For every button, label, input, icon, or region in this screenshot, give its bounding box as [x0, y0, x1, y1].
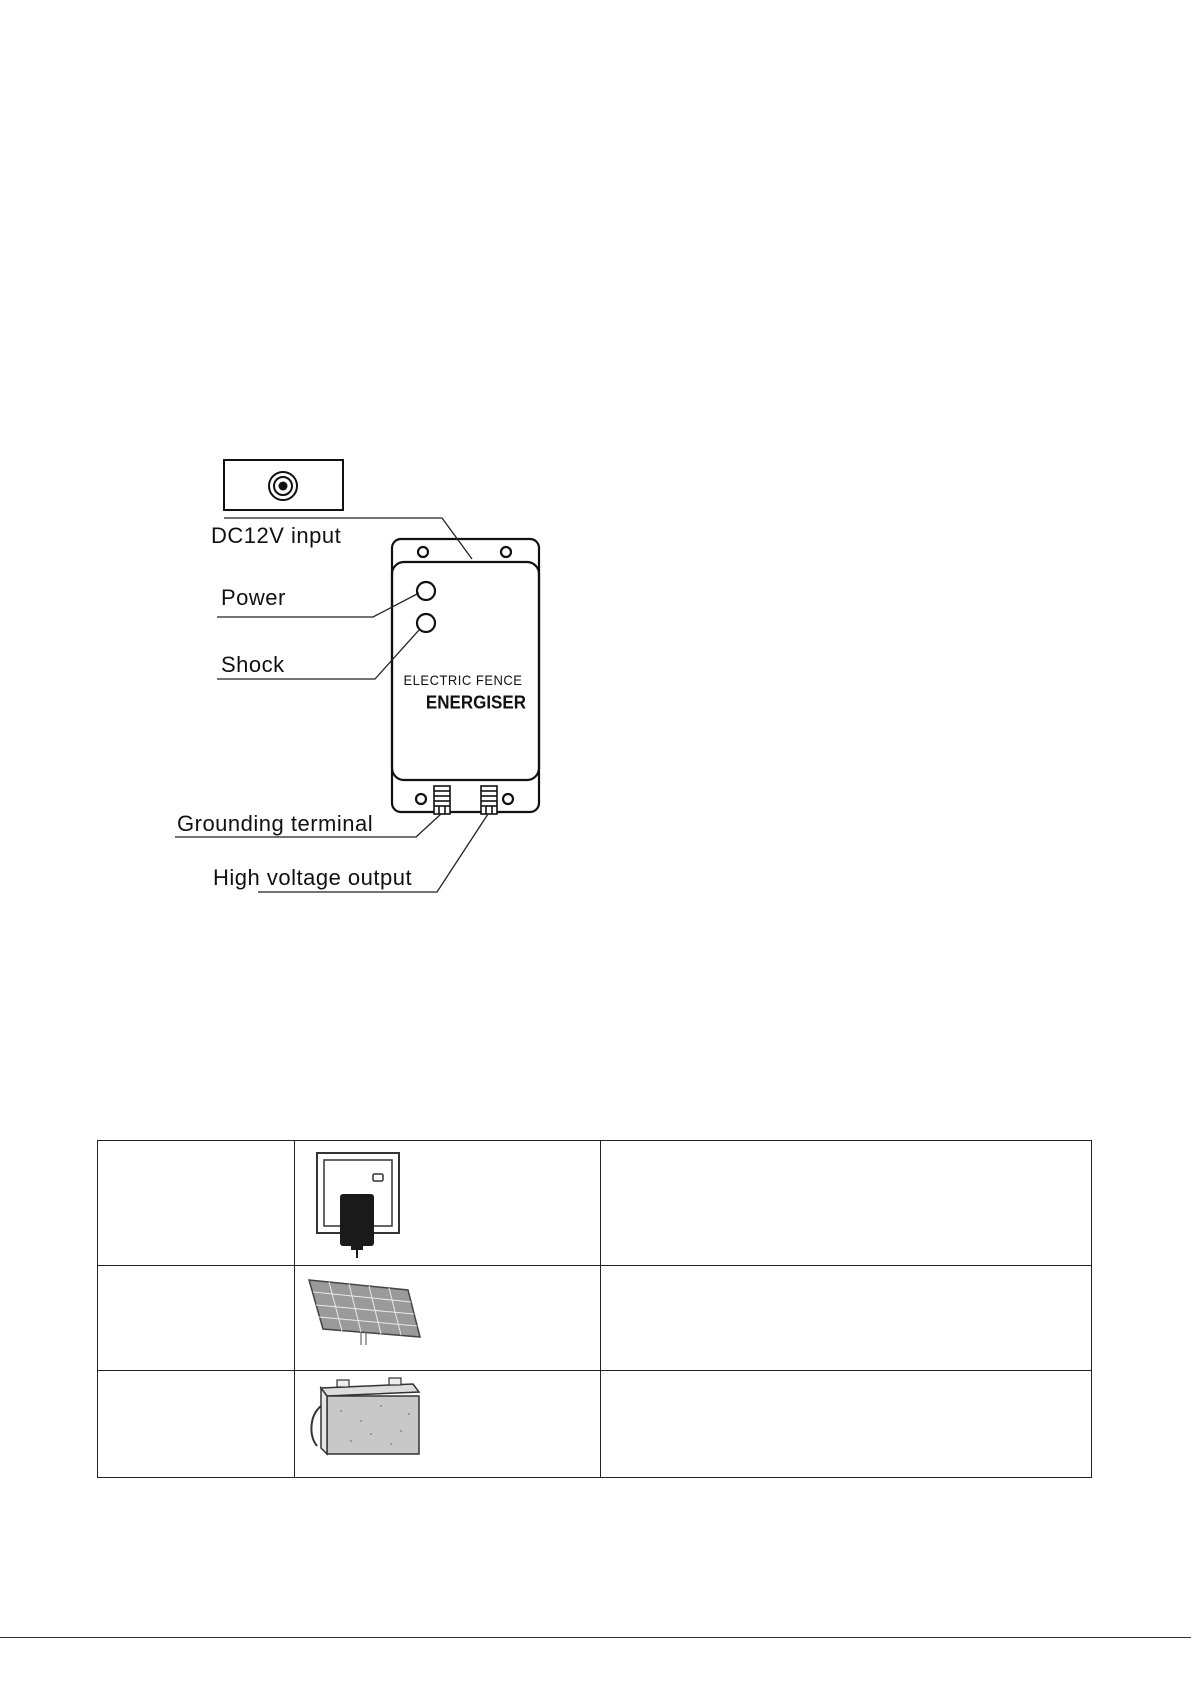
- footer-rule: [0, 1637, 1191, 1638]
- device-label-line1: ELECTRIC FENCE: [403, 672, 523, 689]
- power-led-icon: [417, 582, 435, 600]
- image-cell: [295, 1371, 601, 1478]
- shock-label: Shock: [221, 652, 285, 677]
- power-source-table: [97, 1140, 1092, 1478]
- wall-adapter-icon: [314, 1150, 414, 1260]
- dc-jack-icon: [224, 460, 343, 510]
- high-voltage-output-label: High voltage output: [213, 865, 413, 890]
- source-cell: [98, 1141, 295, 1266]
- solar-panel-icon: [303, 1277, 428, 1352]
- description-cell: [601, 1371, 1092, 1478]
- grounding-terminal-label: Grounding terminal: [177, 811, 374, 836]
- table-row: [98, 1371, 1092, 1478]
- image-cell: [295, 1266, 601, 1371]
- image-cell: [295, 1141, 601, 1266]
- table-row: [98, 1266, 1092, 1371]
- source-cell: [98, 1266, 295, 1371]
- description-cell: [601, 1141, 1092, 1266]
- high-voltage-terminal-icon: [481, 786, 497, 814]
- power-label: Power: [221, 585, 286, 610]
- description-cell: [601, 1266, 1092, 1371]
- shock-led-icon: [417, 614, 435, 632]
- battery-icon: [301, 1376, 426, 1461]
- table-row: [98, 1141, 1092, 1266]
- device-label-line2: ENERGISER: [425, 692, 526, 713]
- dc-input-label: DC12V input: [211, 523, 342, 548]
- source-cell: [98, 1371, 295, 1478]
- grounding-terminal-icon: [434, 786, 450, 814]
